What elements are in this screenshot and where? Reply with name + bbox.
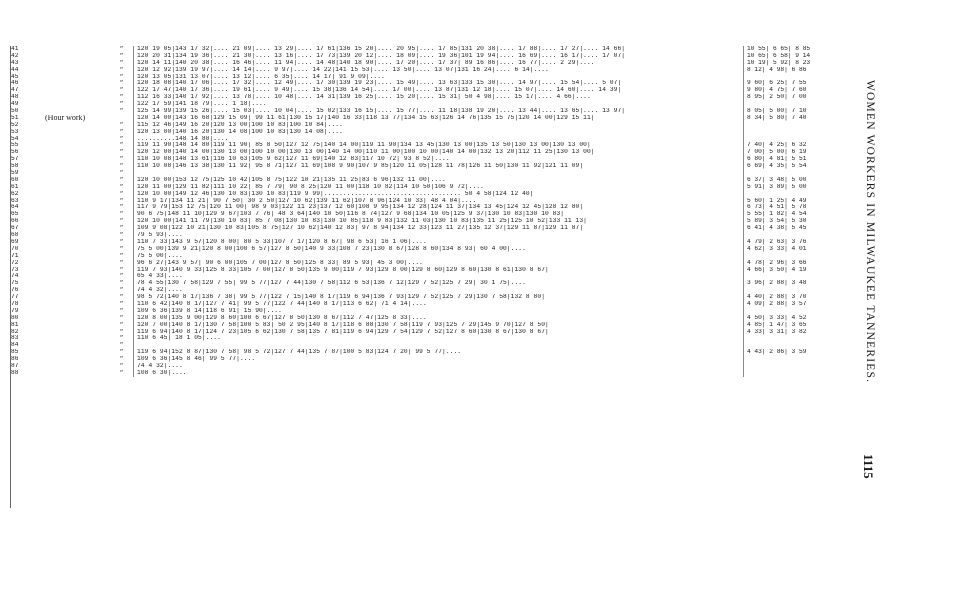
row-label [45, 142, 111, 149]
row-data: 120 12 92|139 19 97|.... 14 14|.... 9 97|.... 14 22|141 15 53|.... 13 50|.... 13 07|131 16 24|.... 6 14|.... [133, 67, 743, 74]
row-data: 96 6 27|143 9 57| 90 6 00|105 7 00|127 8 50|125 8 33| 89 5 93| 45 3 00|.... [133, 260, 743, 267]
row-totals: 7 00| 5 00| 6 19 [743, 149, 847, 156]
row-number: 58 [11, 163, 19, 170]
row-data: 125 14 99|139 15 26|.... 15 03|.... 10 04|.... 15 02|133 16 15|.... 15 77|.... 11 18|138 19 20|.... 13 44|.... 13 65|.... 13 97| [133, 108, 743, 115]
table-row [11, 163, 847, 170]
table-row [11, 87, 847, 94]
table-row [11, 273, 847, 280]
row-label [45, 301, 111, 308]
row-number: 63 [11, 197, 19, 204]
row-totals [743, 136, 847, 143]
row-label [45, 177, 111, 184]
ditto-mark: “ [119, 335, 124, 342]
row-number: 47 [11, 87, 19, 94]
ditto-mark: “ [119, 59, 124, 66]
table-row [11, 294, 847, 301]
row-label [45, 67, 111, 74]
row-label [45, 184, 111, 191]
row-label [45, 294, 111, 301]
row-label [45, 260, 111, 267]
ditto-mark: “ [119, 80, 124, 87]
row-label [45, 129, 111, 136]
running-title: WOMEN WORKERS IN MILWAUKEE TANNERIES. [864, 80, 876, 384]
row-label [45, 322, 111, 329]
row-totals: 5 89| 3 54| 5 30 [743, 218, 847, 225]
row-label [45, 198, 111, 205]
row-totals: 4 79| 2 63| 3 76 [743, 239, 847, 246]
row-totals: 6 37| 3 48| 5 00 [743, 177, 847, 184]
row-totals: 7 40| 4 25| 6 32 [743, 142, 847, 149]
ditto-mark: “ [119, 73, 124, 80]
row-totals [743, 101, 847, 108]
row-number: 69 [11, 238, 19, 245]
row-label [45, 267, 111, 274]
ditto-mark: “ [119, 128, 124, 135]
row-number: 67 [11, 225, 19, 232]
page-number: 1115 [861, 454, 876, 479]
row-totals [743, 356, 847, 363]
row-totals: 6 80| 4 81| 5 51 [743, 156, 847, 163]
row-label [45, 46, 111, 53]
row-data: 112 16 33|140 17 92|.... 13 78|.... 10 48|.... 14 31|139 16 25|.... 15 20|.... 15 31| 50 4 98|.... 15 17|.... 4 66|.... [133, 94, 743, 101]
row-number: 76 [11, 287, 19, 294]
ditto-mark: “ [119, 259, 124, 266]
row-label [45, 149, 111, 156]
ditto-mark: “ [119, 101, 124, 108]
table-row [11, 101, 847, 108]
ditto-mark: “ [119, 252, 124, 259]
row-label [45, 370, 111, 377]
row-data: ..........148 14 80|.... [133, 136, 743, 143]
ditto-mark: “ [119, 238, 124, 245]
ditto-mark: “ [119, 356, 124, 363]
row-data: 98 5 72|140 8 17|136 7 38| 99 5 77|122 7 15|140 8 17|119 6 94|136 7 93|129 7 52|125 7 29|130 7 58|132 8 80| [133, 294, 743, 301]
table-row [11, 204, 847, 211]
row-totals [743, 122, 847, 129]
ditto-mark: “ [119, 52, 124, 59]
row-totals [743, 191, 847, 198]
table-row [11, 239, 847, 246]
table-row [11, 170, 847, 177]
row-label [45, 239, 111, 246]
row-label [45, 101, 111, 108]
row-label [45, 349, 111, 356]
row-label [45, 356, 111, 363]
row-number: 83 [11, 335, 19, 342]
row-data: 119 6 94|140 8 17|124 7 23|105 6 62|130 7 58|135 7 81|119 6 94|129 7 54|129 7 52|127 8 60|130 8 67|130 8 67| [133, 329, 743, 336]
table-row [11, 122, 847, 129]
row-totals: 4 78| 2 96| 3 66 [743, 260, 847, 267]
table-row [11, 342, 847, 349]
row-totals [743, 363, 847, 370]
row-label [45, 342, 111, 349]
ditto-mark: “ [119, 369, 124, 376]
row-data: 120 13 00|140 16 20|130 14 08|100 10 83|130 14 08|.... [133, 129, 743, 136]
row-label [45, 74, 111, 81]
row-number: 59 [11, 170, 19, 177]
ditto-mark: “ [119, 245, 124, 252]
row-number: 52 [11, 121, 19, 128]
row-totals [743, 170, 847, 177]
row-data: 110 6 45| 18 1 05|.... [133, 335, 743, 342]
row-data: 120 7 00|140 8 17|130 7 58|100 5 83| 50 2 95|140 8 17|118 6 88|130 7 58|119 7 93|125 7 29|145 9 70|127 8 50| [133, 322, 743, 329]
row-data: 78 4 55|130 7 58|129 7 55| 99 5 77|127 7 44|130 7 58|112 6 53|136 7 12|129 7 52|125 7 29| 30 1 75|.... [133, 280, 743, 287]
row-data: 110 9 17|134 11 21| 90 7 50| 30 2 50|127 10 62|139 11 62|107 8 96|124 10 33| 48 4 04|.... [133, 198, 743, 205]
row-number: 77 [11, 294, 19, 301]
table-row [11, 253, 847, 260]
ditto-mark: “ [119, 46, 124, 52]
row-totals [743, 308, 847, 315]
row-number: 44 [11, 66, 19, 73]
row-totals [743, 370, 847, 377]
ditto-mark: “ [119, 266, 124, 273]
row-data: 110 6 42|140 8 17|127 7 41| 99 5 77|122 7 44|140 8 17|113 6 62| 71 4 14|.... [133, 301, 743, 308]
ditto-mark: “ [119, 142, 124, 149]
row-label [45, 253, 111, 260]
row-data: 109 6 36|139 8 14|118 6 91| 15 90|.... [133, 308, 743, 315]
ditto-mark: “ [119, 225, 124, 232]
row-totals: 8 34| 5 80| 7 40 [743, 115, 847, 122]
row-data: 110 10 08|146 13 38|130 11 92| 95 8 71|127 11 69|108 9 90|107 9 85|120 11 05|128 11 78|126 11 50|130 11 92|121 11 09| [133, 163, 743, 170]
row-label [45, 335, 111, 342]
row-number: 82 [11, 328, 19, 335]
table-row [11, 308, 847, 315]
row-label [45, 122, 111, 129]
row-label [45, 329, 111, 336]
table-row [11, 156, 847, 163]
row-data: 120 12 00|140 14 00|130 13 00|100 10 00|130 13 00|140 14 00|110 11 00|100 10 00|140 14 00|132 13 20|112 11 25|130 13 00| [133, 149, 743, 156]
row-number: 55 [11, 142, 19, 149]
row-label [45, 280, 111, 287]
table-row [11, 198, 847, 205]
ditto-mark: “ [119, 321, 124, 328]
row-data: 120 10 00|141 11 79|130 10 83| 85 7 08|130 10 83|130 10 85|118 9 83|132 11 03|130 10 83|135 11 25|125 10 52|133 11 13| [133, 218, 743, 225]
row-data: 74 4 32|.... [133, 363, 743, 370]
row-totals: 3 96| 2 88| 3 48 [743, 280, 847, 287]
row-number: 80 [11, 314, 19, 321]
ditto-mark: “ [119, 287, 124, 294]
ditto-mark: “ [119, 294, 124, 301]
row-totals: 4 40| 2 88| 3 70 [743, 294, 847, 301]
ditto-mark: “ [119, 211, 124, 218]
table-row [11, 356, 847, 363]
row-number: 45 [11, 73, 19, 80]
row-data: 120 8 00|135 9 00|129 8 60|100 6 67|127 8 50|130 8 67|112 7 47|125 8 33|.... [133, 315, 743, 322]
table-row [11, 115, 847, 122]
row-number: 41 [11, 46, 19, 52]
row-totals: 4 09| 2 88| 3 57 [743, 301, 847, 308]
table-row [11, 177, 847, 184]
table-row [11, 136, 847, 143]
table-row [11, 225, 847, 232]
ditto-mark: “ [119, 362, 124, 369]
row-data: 122 17 59|141 18 79|.... 1 18|.... [133, 101, 743, 108]
row-number: 72 [11, 259, 19, 266]
row-number: 86 [11, 356, 19, 363]
row-totals: 4 85| 1 47| 3 65 [743, 322, 847, 329]
table-row [11, 129, 847, 136]
row-number: 71 [11, 252, 19, 259]
row-totals [743, 253, 847, 260]
row-data: 117 9 79|153 12 75|120 11 00| 98 9 03|122 11 23|137 12 60|108 9 95|134 12 28|124 11 37|134 13 45|124 12 45|128 12 80| [133, 204, 743, 211]
row-totals: 6 69| 4 35| 5 54 [743, 163, 847, 170]
row-data: 120 11 00|129 11 82|111 10 22| 85 7 79| 90 8 25|120 11 00|118 10 82|114 10 50|106 9 72|.... [133, 184, 743, 191]
row-totals: 10 19| 5 92| 8 23 [743, 60, 847, 67]
row-data: 120 19 05|143 17 32|.... 21 09|.... 13 29|.... 17 61|136 15 20|.... 20 95|.... 17 85|131 20 38|.... 17 88|.... 17 27|.... 14 66| [133, 46, 743, 53]
ditto-mark: “ [119, 190, 124, 197]
row-number: 68 [11, 232, 19, 239]
ditto-mark: “ [119, 204, 124, 211]
ditto-mark: “ [119, 280, 124, 287]
wage-table [10, 46, 847, 508]
row-number: 49 [11, 101, 19, 108]
row-number: 53 [11, 128, 19, 135]
row-number: 74 [11, 273, 19, 280]
row-data: 120 14 11|140 20 38|.... 16 46|.... 11 94|.... 14 48|140 18 90|.... 17 20|.... 17 37| 89 16 86|.... 16 77|.... 2 29|.... [133, 60, 743, 67]
row-label [45, 94, 111, 101]
ditto-mark: “ [119, 94, 124, 101]
row-number: 70 [11, 245, 19, 252]
ditto-mark: “ [119, 314, 124, 321]
table-row [11, 287, 847, 294]
row-totals: 4 33| 3 31| 3 82 [743, 329, 847, 336]
row-data: 120 10 00|153 12 75|125 10 42|105 8 75|122 10 21|135 11 25|83 6 96|132 11 00|.... [133, 177, 743, 184]
row-number: 64 [11, 204, 19, 211]
table-row [11, 301, 847, 308]
row-data: 120 13 05|131 13 07|.... 13 12|.... 6 35|.... 14 17| 91 9 09|.... [133, 74, 743, 81]
ditto-mark: “ [119, 183, 124, 190]
table-row [11, 60, 847, 67]
table-row [11, 370, 847, 377]
row-label [45, 273, 111, 280]
table-row [11, 322, 847, 329]
row-label [45, 211, 111, 218]
row-number: 42 [11, 52, 19, 59]
row-label [45, 80, 111, 87]
row-number: 48 [11, 94, 19, 101]
row-label [45, 191, 111, 198]
table-row [11, 80, 847, 87]
table-row [11, 53, 847, 60]
ditto-mark: “ [119, 218, 124, 225]
row-label [45, 232, 111, 239]
row-data: 108 6 30|.... [133, 370, 743, 377]
ditto-mark: “ [119, 307, 124, 314]
ditto-mark: “ [119, 176, 124, 183]
ditto-mark: “ [119, 66, 124, 73]
row-totals: 10 55| 6 65| 8 85 [743, 46, 847, 53]
row-number: 61 [11, 183, 19, 190]
row-label [45, 108, 111, 115]
row-totals [743, 74, 847, 81]
table-row [11, 280, 847, 287]
table-row [11, 315, 847, 322]
row-number: 79 [11, 307, 19, 314]
row-totals: 8 95| 2 50| 7 00 [743, 94, 847, 101]
row-data: 119 11 90|148 14 80|119 11 90| 85 8 50|127 12 75|140 14 00|119 11 90|134 13 45|130 13 00|135 13 50|130 13 00|130 13 00| [133, 142, 743, 149]
row-data [133, 342, 743, 349]
row-data: 119 6 94|152 8 87|130 7 58| 98 5 72|127 7 44|135 7 87|100 5 83|124 7 20| 99 5 77|.... [133, 349, 743, 356]
ditto-mark: “ [119, 108, 124, 115]
table-row [11, 74, 847, 81]
row-data: 120 10 00|149 12 46|130 10 83|130 10 83|119 9 99|.................................... 50 4 58|124 12 40| [133, 191, 743, 198]
row-data: 109 9 08|122 10 21|130 10 83|105 8 75|127 10 62|140 12 83| 97 8 94|134 12 33|123 11 27|135 12 37|129 11 87|129 11 87| [133, 225, 743, 232]
row-label [45, 218, 111, 225]
ditto-mark: “ [119, 156, 124, 163]
row-totals: 6 41| 4 38| 5 45 [743, 225, 847, 232]
row-label [45, 204, 111, 211]
row-data: 75 5 00|139 9 21|120 8 00|100 6 57|127 8 50|140 9 33|108 7 23|130 8 67|128 8 60|134 8 93| 60 4 00|.... [133, 246, 743, 253]
row-label [45, 163, 111, 170]
ditto-mark: “ [119, 87, 124, 94]
ditto-mark: “ [119, 349, 124, 356]
row-totals [743, 232, 847, 239]
row-totals: 9 80| 4 75| 7 60 [743, 87, 847, 94]
row-number: 51 [11, 114, 19, 121]
table-row [11, 94, 847, 101]
ditto-mark: “ [119, 232, 124, 239]
row-label [45, 246, 111, 253]
table-row [11, 67, 847, 74]
row-data [133, 170, 743, 177]
table-row [11, 232, 847, 239]
table-row [11, 184, 847, 191]
row-label [45, 315, 111, 322]
row-number: 62 [11, 190, 19, 197]
row-data: 109 6 36|145 8 46| 99 5 77|.... [133, 356, 743, 363]
row-data: 110 10 08|148 13 61|116 10 63|105 9 62|127 11 69|140 12 83|117 10 72| 93 8 52|.... [133, 156, 743, 163]
row-totals: 8 12| 4 98| 6 86 [743, 67, 847, 74]
row-data: 115 12 46|149 16 20|120 13 00|100 10 83|100 10 84|.... [133, 122, 743, 129]
table-row [11, 211, 847, 218]
row-totals: 9 60| 6 25| 7 55 [743, 80, 847, 87]
row-label: (Hour work) [45, 114, 86, 122]
table-row [11, 218, 847, 225]
row-label [45, 53, 111, 60]
row-number: 54 [11, 135, 19, 142]
ditto-mark: “ [119, 342, 124, 349]
table-row [11, 142, 847, 149]
row-totals: 4 62| 3 33| 4 01 [743, 246, 847, 253]
row-data: 65 4 33|.... [133, 273, 743, 280]
table-row [11, 108, 847, 115]
ditto-mark: “ [119, 163, 124, 170]
row-totals [743, 287, 847, 294]
table-row [11, 363, 847, 370]
row-number: 57 [11, 156, 19, 163]
table-row [11, 267, 847, 274]
row-totals [743, 129, 847, 136]
ditto-mark: “ [119, 170, 124, 177]
ditto-mark: “ [119, 328, 124, 335]
row-label [45, 363, 111, 370]
row-number: 81 [11, 321, 19, 328]
row-number: 88 [11, 369, 19, 376]
table-row [11, 335, 847, 342]
row-number: 75 [11, 280, 19, 287]
row-totals: 5 91| 3 89| 5 00 [743, 184, 847, 191]
row-number: 66 [11, 218, 19, 225]
row-data: 119 7 93|140 9 33|125 8 33|105 7 00|127 8 50|135 9 00|119 7 93|129 8 00|129 8 60|129 8 60|130 8 61|130 8 67| [133, 267, 743, 274]
row-totals: 5 55| 1 82| 4 54 [743, 211, 847, 218]
row-number: 78 [11, 300, 19, 307]
row-label [45, 60, 111, 67]
row-label [45, 136, 111, 143]
row-number: 87 [11, 362, 19, 369]
row-data: 79 5 93|.... [133, 232, 743, 239]
row-totals: 4 50| 3 33| 4 52 [743, 315, 847, 322]
table-row [11, 46, 847, 53]
row-number: 43 [11, 59, 19, 66]
row-label [45, 287, 111, 294]
ditto-mark: “ [119, 197, 124, 204]
table-row [11, 260, 847, 267]
table-row [11, 329, 847, 336]
row-data: 90 6 75|148 11 10|129 9 67|103 7 76| 48 3 64|140 10 50|116 8 74|127 9 68|134 10 05|125 9 37|130 10 83|130 10 83| [133, 211, 743, 218]
row-label [45, 308, 111, 315]
ditto-mark: “ [119, 149, 124, 156]
row-label [45, 87, 111, 94]
ditto-mark: “ [119, 121, 124, 128]
row-totals: 5 60| 1 25| 4 49 [743, 198, 847, 205]
row-label [45, 156, 111, 163]
row-data: 74 4 32|.... [133, 287, 743, 294]
row-totals: 8 05| 5 00| 7 10 [743, 108, 847, 115]
row-totals: 4 43| 2 86| 3 59 [743, 349, 847, 356]
row-data: 120 18 08|140 17 06|.... 17 32|.... 12 49|.... 17 30|139 19 23|.... 15 49|.... 13 63|133 15 30|.... 14 97|.... 15 54|.... 5 07| [133, 80, 743, 87]
row-number: 60 [11, 176, 19, 183]
ditto-mark: “ [119, 135, 124, 142]
table-row [11, 149, 847, 156]
ditto-mark: “ [119, 300, 124, 307]
row-data: 75 5 00|.... [133, 253, 743, 260]
row-number: 50 [11, 108, 19, 115]
row-number: 85 [11, 349, 19, 356]
row-data: 122 17 47|140 17 36|.... 19 61|.... 9 49|.... 15 38|136 14 54|.... 17 00|.... 13 87|131 12 18|.... 15 07|.... 14 60|.... 14 39| [133, 87, 743, 94]
row-totals [743, 335, 847, 342]
table-row [11, 191, 847, 198]
row-totals [743, 342, 847, 349]
row-data: 120 20 31|134 19 36|.... 21 30|.... 13 16|.... 17 73|139 20 12|.... 18 09|.... 19 36|101 19 94|.... 16 69|.... 16 17|.... 17 07| [133, 53, 743, 60]
row-label [45, 170, 111, 177]
row-data: 120 14 00|143 16 68|129 15 09| 99 11 61|130 15 17|140 16 33|118 13 77|134 15 63|126 14 76|135 15 75|120 14 00|129 15 11| [133, 115, 743, 122]
row-label [45, 225, 111, 232]
row-number: 46 [11, 80, 19, 87]
ditto-mark: “ [119, 273, 124, 280]
row-totals: 4 66| 3 50| 4 19 [743, 267, 847, 274]
row-number: 73 [11, 266, 19, 273]
row-number: 56 [11, 149, 19, 156]
row-number: 84 [11, 342, 19, 349]
row-totals: 6 73| 4 51| 5 78 [743, 204, 847, 211]
table-row [11, 246, 847, 253]
table-row [11, 349, 847, 356]
ditto-mark [111, 115, 133, 122]
row-totals: 10 65| 6 58| 9 14 [743, 53, 847, 60]
row-totals [743, 273, 847, 280]
row-number: 65 [11, 211, 19, 218]
row-data: 110 7 33|143 9 57|120 8 00| 80 5 33|107 7 17|120 8 67| 98 6 53| 16 1 06|.... [133, 239, 743, 246]
